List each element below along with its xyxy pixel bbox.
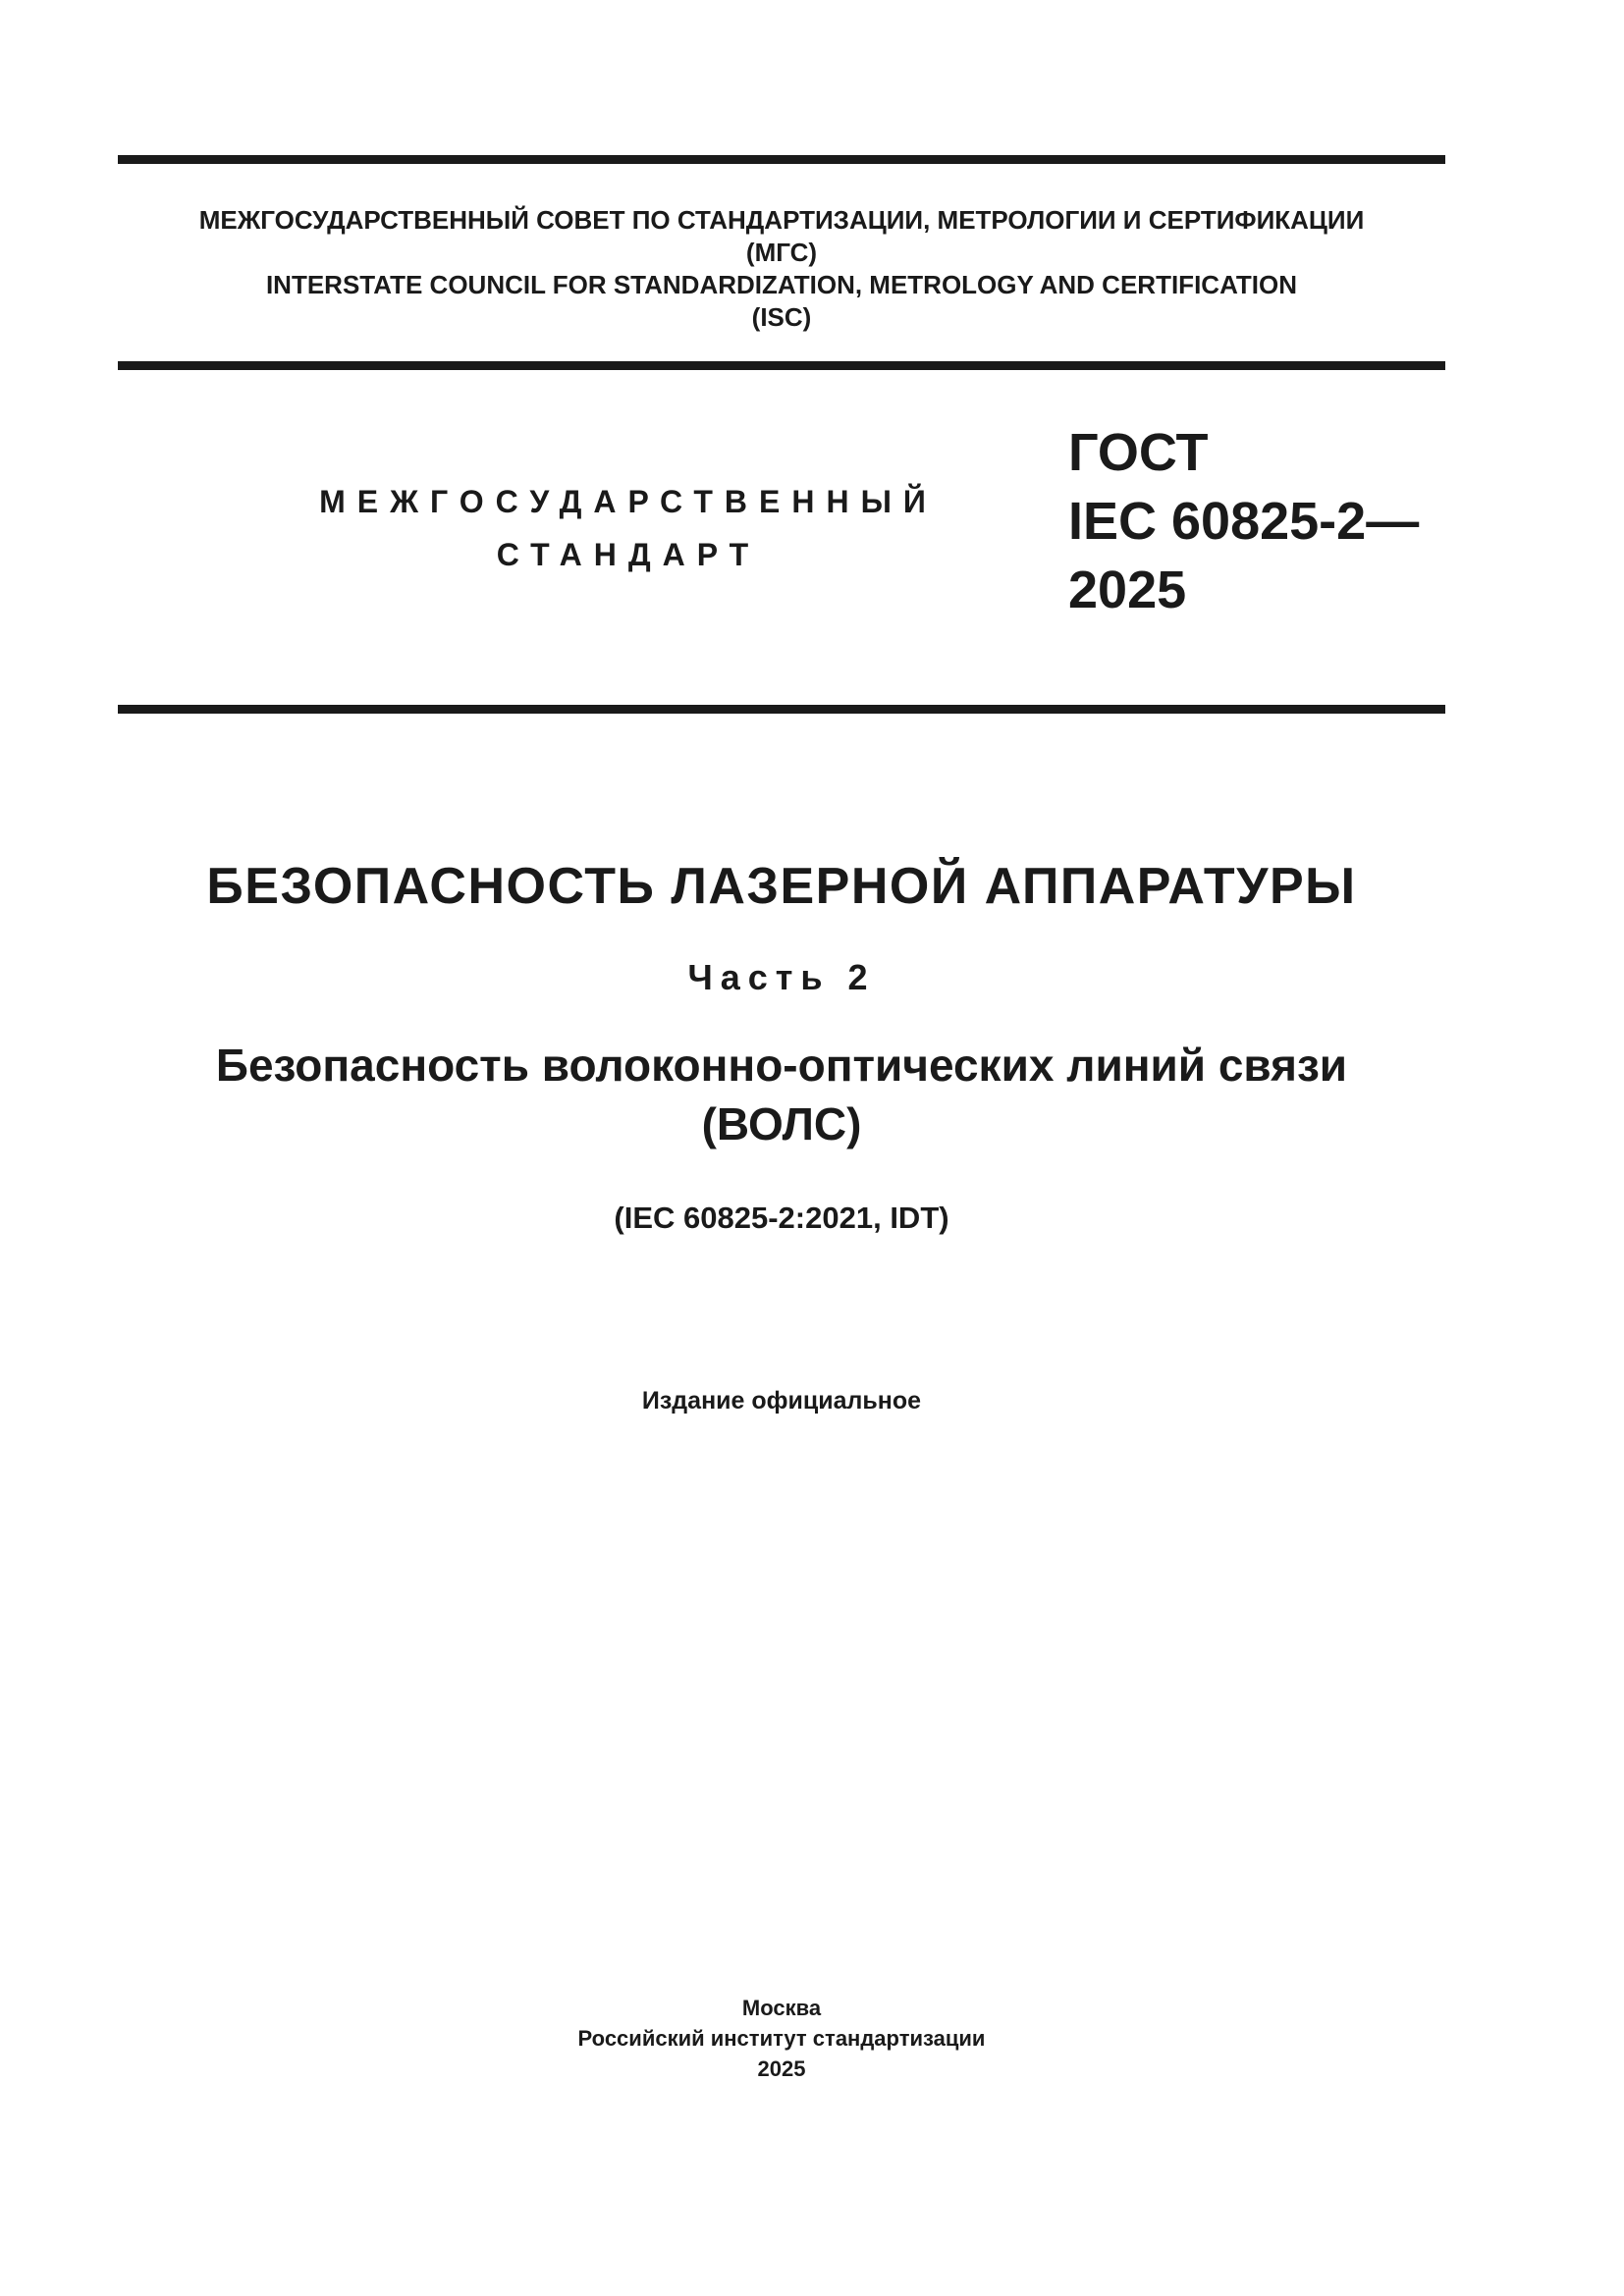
council-name-ru: МЕЖГОСУДАРСТВЕННЫЙ СОВЕТ ПО СТАНДАРТИЗАЦИИ, МЕТРОЛОГИИ И СЕРТИФИКАЦИИ	[198, 205, 1365, 235]
imprint-city: Москва	[741, 1996, 822, 2020]
part-number: Часть 2	[687, 957, 876, 997]
subtitle-line1: Безопасность волоконно-оптических линий связи	[215, 1040, 1348, 1091]
imprint-year: 2025	[757, 2056, 806, 2081]
top-rule	[118, 155, 1445, 164]
standard-type-line1: МЕЖГОСУДАРСТВЕННЫЙ	[319, 484, 938, 519]
iec-reference: (IEC 60825-2:2021, IDT)	[614, 1201, 949, 1235]
subtitle-line2: (ВОЛС)	[701, 1098, 862, 1149]
imprint	[118, 1993, 1445, 2084]
standard-type	[295, 475, 962, 581]
gost-designation-line3: 2025	[1068, 561, 1187, 619]
designation-rule	[118, 705, 1445, 714]
document-subtitle	[118, 1036, 1445, 1153]
council-header	[118, 204, 1445, 334]
edition-label: Издание официальное	[641, 1387, 922, 1415]
gost-designation-line1: ГОСТ	[1068, 423, 1209, 482]
gost-designation-line2: IEC 60825-2—	[1068, 492, 1420, 551]
council-name-en: INTERSTATE COUNCIL FOR STANDARDIZATION, METROLOGY AND CERTIFICATION	[265, 270, 1298, 299]
header-rule	[118, 361, 1445, 370]
standard-type-line2: СТАНДАРТ	[496, 537, 761, 572]
gost-designation	[1068, 418, 1445, 624]
document-title: БЕЗОПАСНОСТЬ ЛАЗЕРНОЙ АППАРАТУРЫ	[206, 858, 1357, 915]
council-abbr-ru: (МГС)	[745, 238, 818, 267]
imprint-publisher: Российский институт стандартизации	[577, 2026, 986, 2051]
council-abbr-en: (ISC)	[751, 302, 812, 332]
